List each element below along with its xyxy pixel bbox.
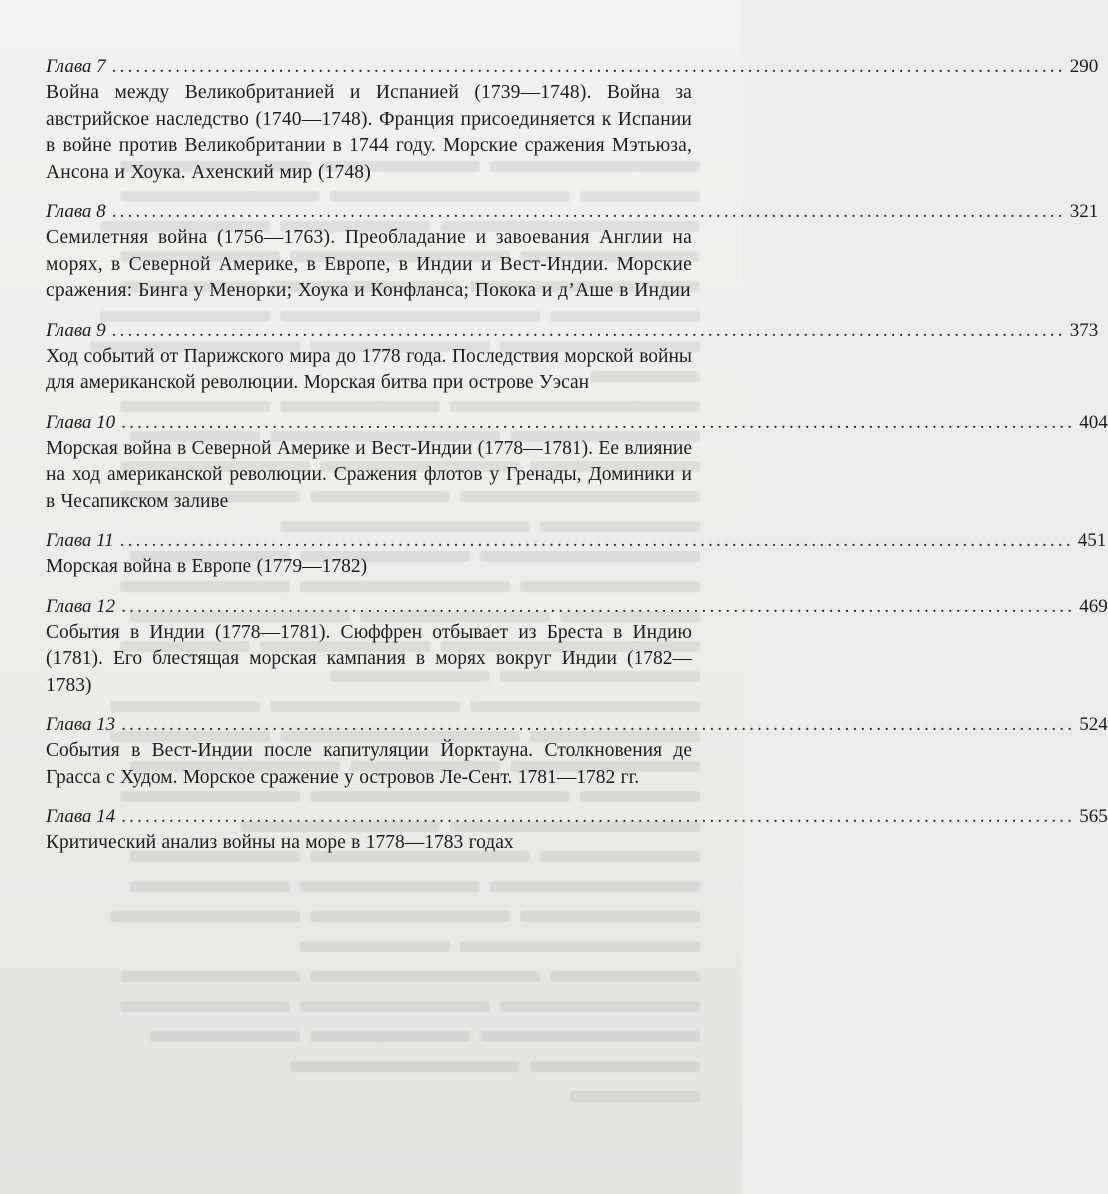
toc-entry-header (46, 54, 1099, 80)
dot-leader: ........................................................................................................................ (111, 319, 1066, 341)
page-number: 321 (1069, 201, 1099, 222)
dot-leader: ........................................................................................................................ (111, 56, 1066, 77)
toc-entry-chapter-8 (46, 199, 1099, 305)
chapter-description: Семилетняя война (1756—1763). Преобладание и завоевания Англии на морях, в Северной Америке, в Европе, в Индии и Вест-Индии. Морские сражения: Бинга у Менорки; Хоука и Конфланса; Покока и д’Аше в Индии (46, 227, 692, 301)
dot-leader: ........................................................................................................................ (121, 806, 1076, 827)
toc-entry-header (46, 528, 1107, 554)
page-number: 469 (1079, 595, 1108, 617)
page-number: 290 (1069, 56, 1099, 77)
chapter-label: Глава 10 (46, 411, 116, 433)
page-number: 373 (1069, 319, 1099, 341)
dot-leader: ........................................................................................................................ (121, 714, 1076, 735)
chapter-description: Морская война в Европе (1779—1782) (46, 556, 368, 577)
toc-entry-header (46, 199, 1099, 225)
chapter-label: Глава 14 (46, 806, 116, 827)
chapter-description: Война между Великобританией и Испанией (1739—1748). Война за австрийское наследство (1740—1748). Франция присоединяется к Испании в войне против Великобритании в 1744 году. Морские сражения Мэтьюза, Ансона и Хоука. Ахенский мир (1748) (46, 82, 692, 183)
chapter-label: Глава 9 (46, 319, 106, 341)
chapter-description: События в Вест-Индии после капитуляции Йорктауна. Столкновения де Грасса с Худом. Морское сражение у островов Ле-Сент. 1781—1782 гг. (46, 740, 692, 788)
chapter-description: Критический анализ войны на море в 1778—1783 годах (46, 832, 514, 853)
chapter-description: Ход событий от Парижского мира до 1778 года. Последствия морской войны для американской революции. Морская битва при острове Уэсан (46, 345, 692, 393)
chapter-label: Глава 7 (46, 56, 106, 77)
toc-entry-chapter-11 (46, 528, 1107, 581)
toc-entry-chapter-13 (46, 712, 1108, 791)
chapter-description: Морская война в Северной Америке и Вест-Индии (1778—1781). Ее влияние на ход американской революции. Сражения флотов у Гренады, Доминики и в Чесапикском заливе (46, 437, 692, 512)
chapter-label: Глава 8 (46, 201, 106, 222)
dot-leader: ........................................................................................................................ (121, 595, 1076, 617)
page-number: 404 (1079, 411, 1108, 433)
dot-leader: ........................................................................................................................ (119, 530, 1074, 551)
chapter-description: События в Индии (1778—1781). Сюффрен отбывает из Бреста в Индию (1781). Его блестящая морская кампания в морях вокруг Индии (1782—1783) (46, 621, 692, 696)
dot-leader: ........................................................................................................................ (111, 201, 1066, 222)
toc-entry-header (46, 318, 1099, 344)
toc-entry-header (46, 804, 1108, 830)
toc-entry-header (46, 712, 1108, 738)
chapter-label: Глава 13 (46, 714, 116, 735)
toc-entry-chapter-7 (46, 54, 1099, 186)
page-number: 524 (1079, 714, 1108, 735)
toc-entry-header (46, 594, 1108, 620)
toc-entry-chapter-9 (46, 318, 1099, 397)
table-of-contents (46, 54, 1108, 870)
toc-entry-chapter-10 (46, 410, 1108, 516)
toc-entry-chapter-14 (46, 804, 1108, 857)
dot-leader: ........................................................................................................................ (121, 411, 1076, 433)
page-number: 451 (1077, 530, 1107, 551)
chapter-label: Глава 12 (46, 595, 116, 617)
toc-entry-chapter-12 (46, 594, 1108, 700)
toc-entry-header (46, 410, 1108, 436)
page-number: 565 (1079, 806, 1108, 827)
chapter-label: Глава 11 (46, 530, 114, 551)
